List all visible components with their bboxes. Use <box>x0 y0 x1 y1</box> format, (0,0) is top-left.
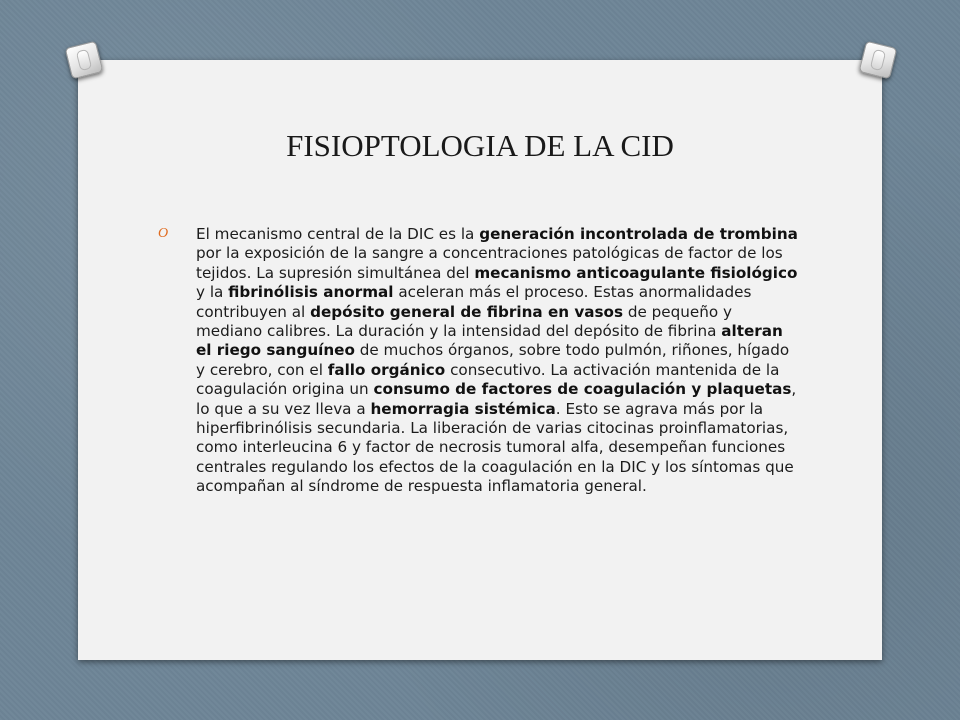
body-text: aceleran más el proceso. Estas anormalidades contribuyen al <box>196 283 752 321</box>
slide-title: FISIOPTOLOGIA DE LA CID <box>286 128 674 163</box>
body-text: por la exposición de la sangre a concentraciones patológicas de factor de los tejidos. La supresión simultánea del <box>196 244 783 282</box>
bullet-item <box>158 225 799 497</box>
bullet-marker-icon: O <box>158 226 169 241</box>
body-text: y la <box>196 283 229 302</box>
bullet-paragraph <box>196 225 799 497</box>
body-text: El mecanismo central de la DIC es la <box>196 225 480 243</box>
emphasis-text: generación incontrolada de trombina <box>479 225 798 243</box>
emphasis-text: depósito general de fibrina en vasos <box>310 302 624 321</box>
emphasis-text: fibrinólisis anormal <box>228 283 394 302</box>
emphasis-text: hemorragia sistémica <box>370 399 556 418</box>
body-text: de muchos órganos, sobre todo pulmón, riñones, hígado y cerebro, con el <box>196 341 790 379</box>
body-text: consecutivo. La activación mantenida de la coagulación origina un <box>196 360 780 399</box>
emphasis-text: consumo de factores de coagulación y plaquetas <box>373 380 792 399</box>
body-text: , lo que a su vez lleva a <box>196 380 797 418</box>
emphasis-text: mecanismo anticoagulante fisiológico <box>474 263 798 282</box>
emphasis-text: alteran el riego sanguíneo <box>196 322 783 360</box>
body-text: . Esto se agrava más por la hiperfibrinólisis secundaria. La liberación de varias citocinas proinflamatorias, como interleucina 6 y factor de necrosis tumoral alfa, desempeñan funciones centrales regulando los efectos de la coagulación en la DIC y los síntomas que acompañan al síndrome de respuesta inflamatoria general. <box>196 399 794 496</box>
emphasis-text: fallo orgánico <box>327 360 446 379</box>
body-text: de pequeño y mediano calibres. La duración y la intensidad del depósito de fibrina <box>196 302 732 341</box>
